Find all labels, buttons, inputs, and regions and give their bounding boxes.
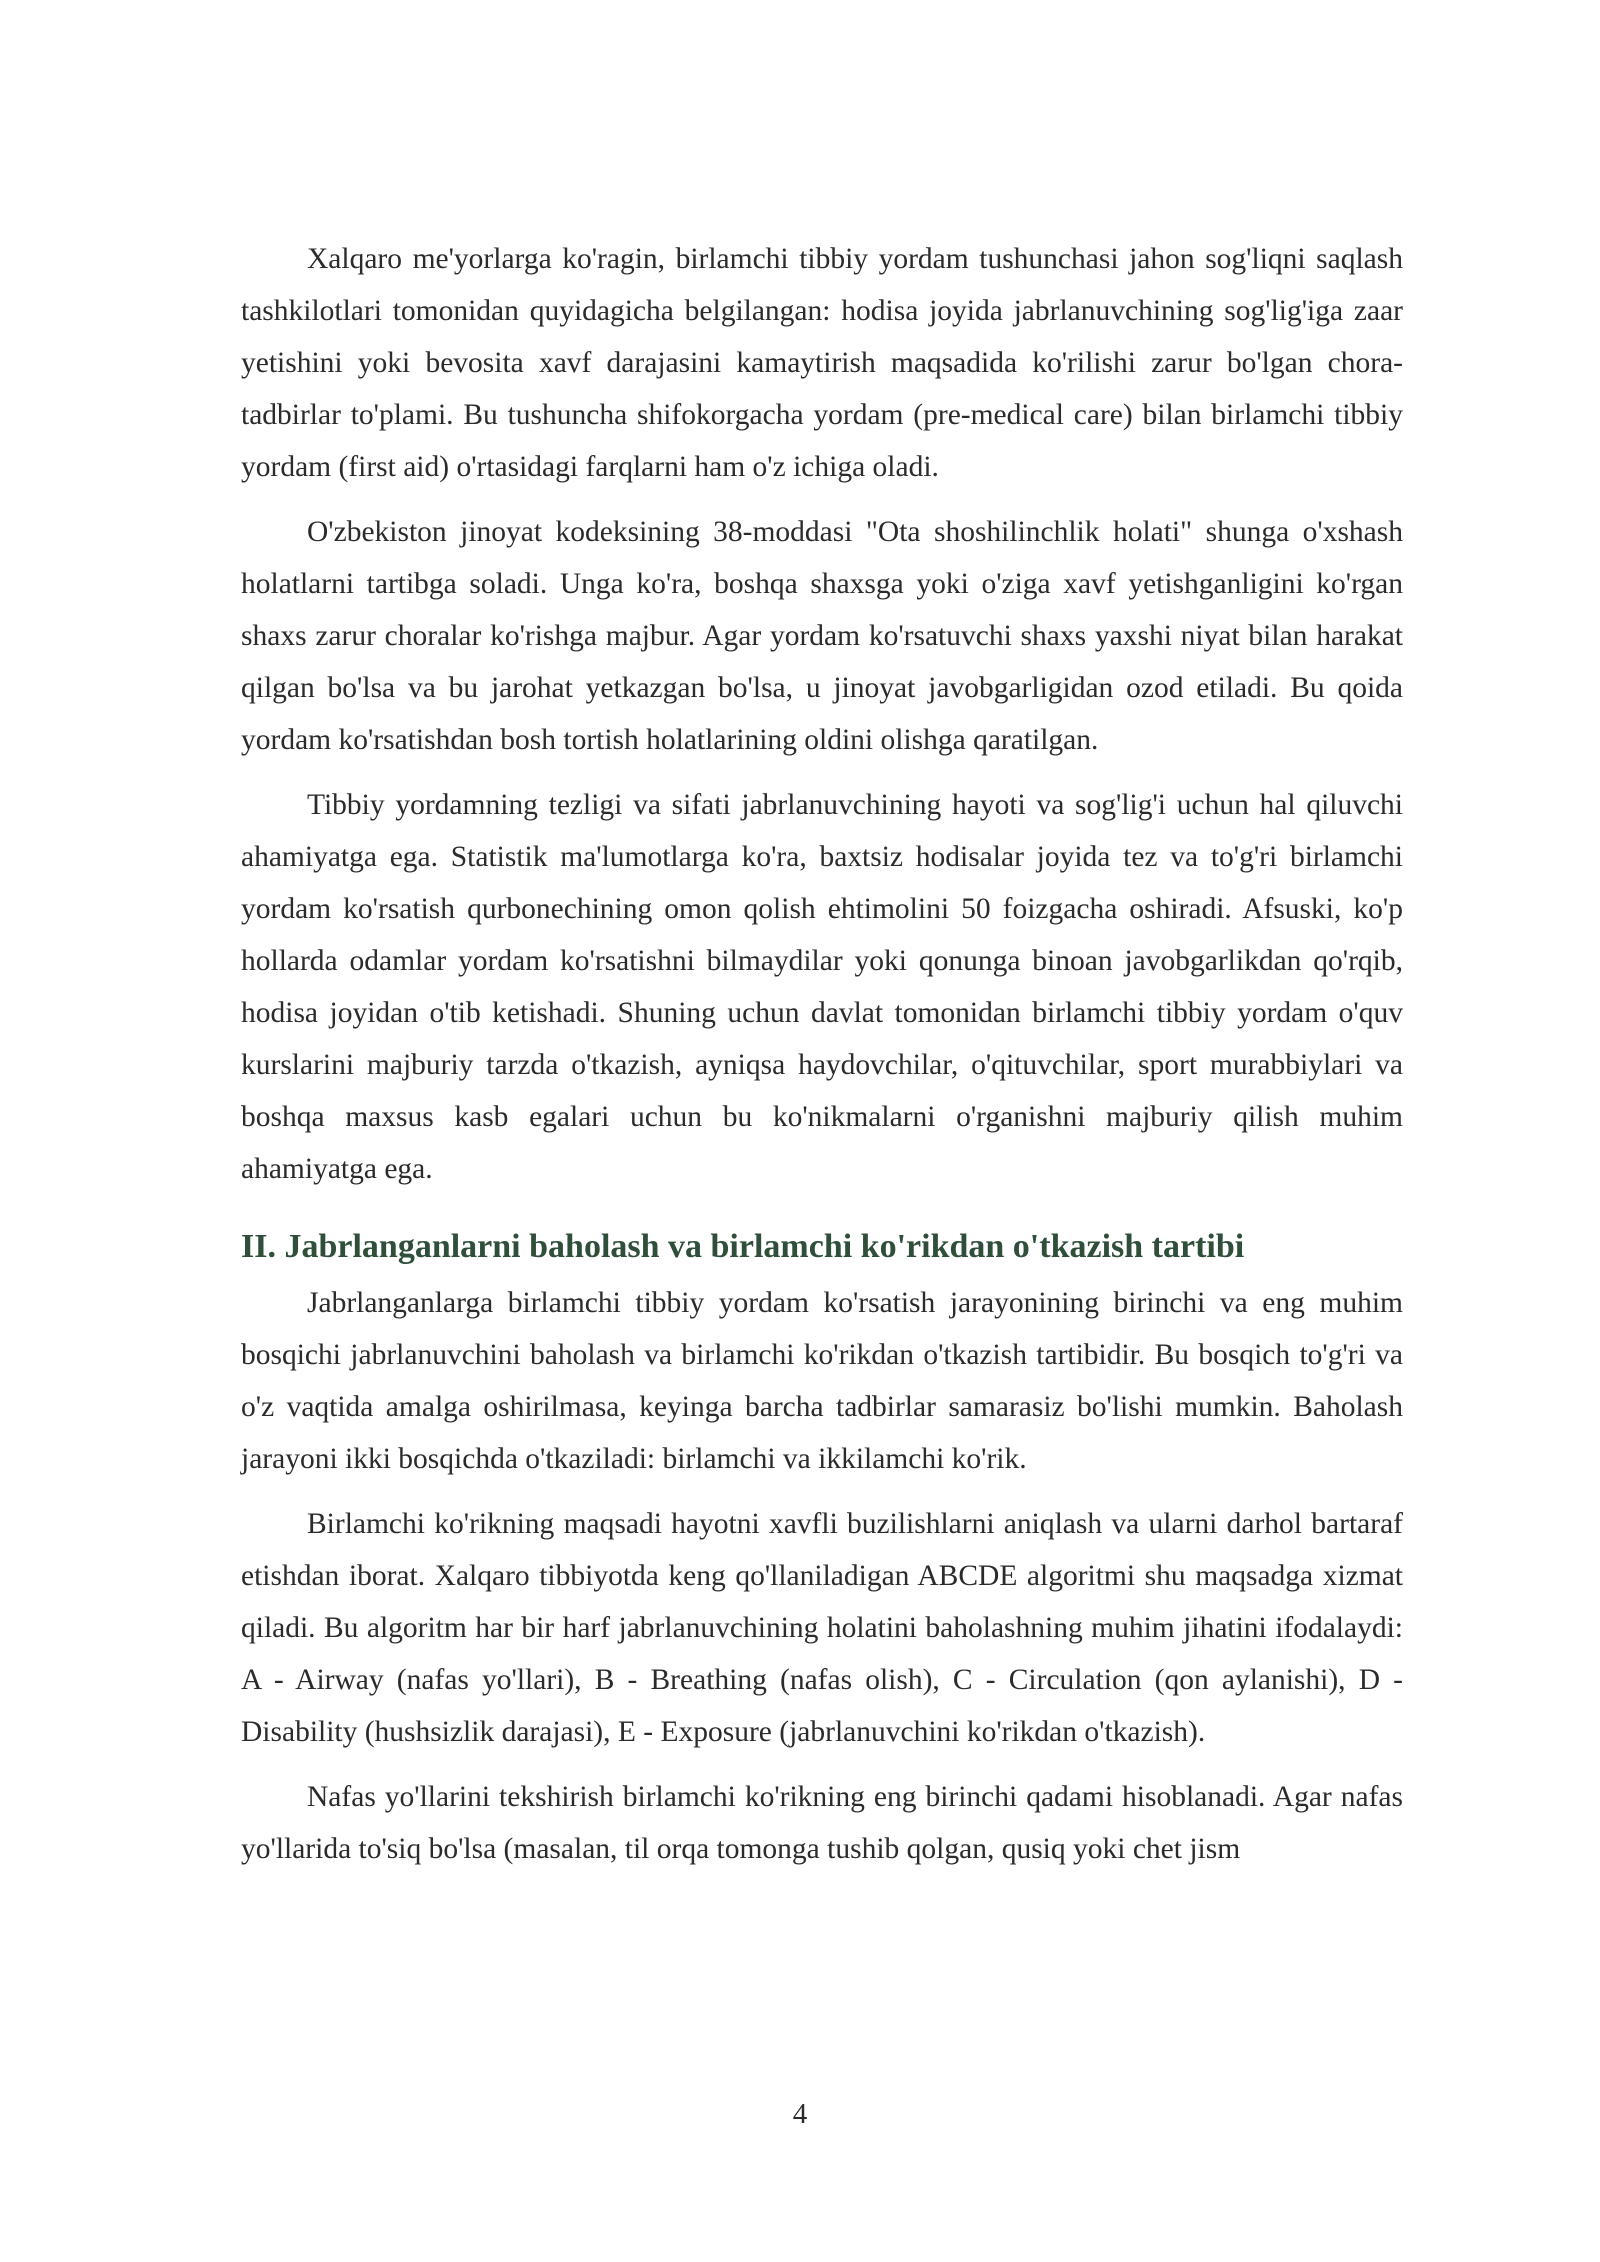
paragraph-definition: Xalqaro me'yorlarga ko'ragin, birlamchi tibbiy yordam tushunchasi jahon sog'liqni saqlash tashkilotlari tomonidan quyidagicha belgilangan: hodisa joyida jabrlanuvchining sog'lig'iga zaar yetishini yoki bevosita xavf darajasini kamaytirish maqsadida ko'rilishi zarur bo'lgan chora-tadbirlar to'plami. Bu tushuncha shifokorgacha yordam (pre-medical care) bilan birlamchi tibbiy yordam (first aid) o'rtasidagi farqlarni ham o'z ichiga oladi. (241, 243, 1403, 483)
page-number: 4 (792, 2098, 808, 2130)
paragraph-assessment-intro: Jabrlanganlarga birlamchi tibbiy yordam ko'rsatish jarayonining birinchi va eng muhim bosqichi jabrlanuvchini baholash va birlamchi ko'rikdan o'tkazish tartibidir. Bu bosqich to'g'ri va o'z vaqtida amalga oshirilmasa, keyinga barcha tadbirlar samarasiz bo'lishi mumkin. Baholash jarayoni ikki bosqichda o'tkaziladi: birlamchi va ikkilamchi ko'rik. (241, 1287, 1403, 1475)
paragraph-airway: Nafas yo'llarini tekshirish birlamchi ko'rikning eng birinchi qadami hisoblanadi. Agar nafas yo'llarida to'siq bo'lsa (masalan, til orqa tomonga tushib qolgan, qusiq yoki chet jism (241, 1781, 1403, 1865)
page-body (241, 233, 1403, 1888)
paragraph-abcde: Birlamchi ko'rikning maqsadi hayotni xavfli buzilishlarni aniqlash va ularni darhol bartaraf etishdan iborat. Xalqaro tibbiyotda keng qo'llaniladigan ABCDE algoritmi shu maqsadga xizmat qiladi. Bu algoritm har bir harf jabrlanuvchining holatini baholashning muhim jihatini ifodalaydi: A - Airway (nafas yo'llari), B - Breathing (nafas olish), C - Circulation (qon aylanishi), D - Disability (hushsizlik darajasi), E - Exposure (jabrlanuvchini ko'rikdan o'tkazish). (241, 1508, 1403, 1748)
paragraph-importance: Tibbiy yordamning tezligi va sifati jabrlanuvchining hayoti va sog'lig'i uchun hal qiluvchi ahamiyatga ega. Statistik ma'lumotlarga ko'ra, baxtsiz hodisalar joyida tez va to'g'ri birlamchi yordam ko'rsatish qurbonechining omon qolish ehtimolini 50 foizgacha oshiradi. Afsuski, ko'p hollarda odamlar yordam ko'rsatishni bilmaydilar yoki qonunga binoan javobgarlikdan qo'rqib, hodisa joyidan o'tib ketishadi. Shuning uchun davlat tomonidan birlamchi tibbiy yordam o'quv kurslarini majburiy tarzda o'tkazish, ayniqsa haydovchilar, o'qituvchilar, sport murabbiylari va boshqa maxsus kasb egalari uchun bu ko'nikmalarni o'rganishni majburiy qilish muhim ahamiyatga ega. (241, 789, 1403, 1185)
paragraph-criminal-code: O'zbekiston jinoyat kodeksining 38-moddasi "Ota shoshilinchlik holati" shunga o'xshash holatlarni tartibga soladi. Unga ko'ra, boshqa shaxsga yoki o'ziga xavf yetishganligini ko'rgan shaxs zarur choralar ko'rishga majbur. Agar yordam ko'rsatuvchi shaxs yaxshi niyat bilan harakat qilgan bo'lsa va bu jarohat yetkazgan bo'lsa, u jinoyat javobgarligidan ozod etiladi. Bu qoida yordam ko'rsatishdan bosh tortish holatlarining oldini olishga qaratilgan. (241, 516, 1403, 756)
section-heading: II. Jabrlanganlarni baholash va birlamchi ko'rikdan o'tkazish tartibi (241, 1228, 1245, 1265)
